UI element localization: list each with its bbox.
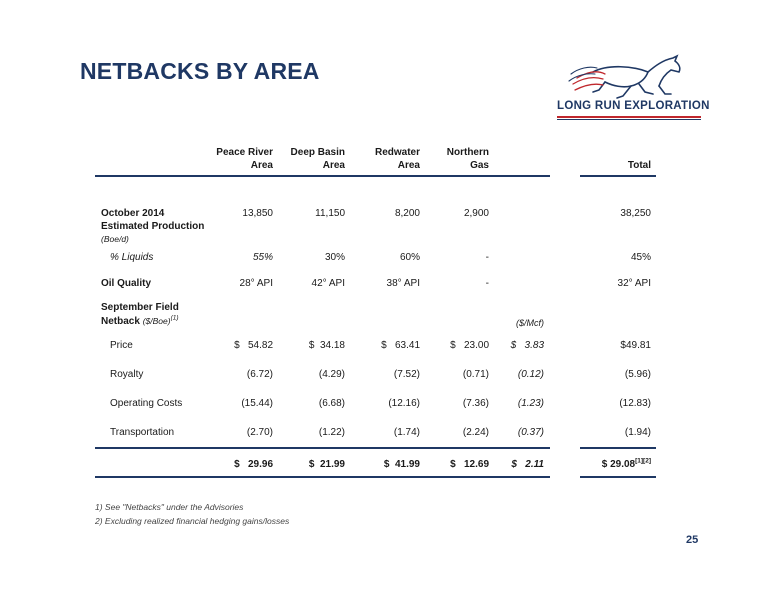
cell-liquids-northern: - (485, 252, 489, 263)
netback-footnote-ref: (1) (170, 314, 179, 322)
cell-netback-deep: $ 21.99 (308, 459, 345, 470)
cell-transport-mcf: (0.37) (517, 427, 544, 438)
header-total: Total (627, 160, 651, 171)
row-label-price: Price (110, 340, 133, 351)
logo-wordmark: LONG RUN EXPLORATION (557, 100, 710, 112)
horse-logo-icon (553, 52, 703, 124)
row-label-royalty: Royalty (110, 369, 144, 380)
cell-price-northern: $ 23.00 (450, 340, 489, 351)
header-rule-total (580, 175, 656, 177)
netback-unit: ($/Boe) (142, 316, 171, 326)
cell-price-mcf: $ 3.83 (510, 340, 544, 351)
cell-operating-mcf: (1.23) (517, 398, 544, 409)
cell-netback-mcf: $ 2.11 (511, 459, 544, 470)
cell-royalty-redwater: (7.52) (393, 369, 420, 380)
cell-liquids-total: 45% (630, 252, 651, 263)
netback-top-rule-total (580, 447, 656, 449)
cell-price-redwater: $ 63.41 (381, 340, 420, 351)
cell-transport-deep: (1.22) (318, 427, 345, 438)
cell-price-total: $49.81 (620, 340, 651, 351)
cell-transport-peace: (2.70) (246, 427, 273, 438)
cell-netback-redwater: $ 41.99 (383, 459, 420, 470)
netback-top-rule (95, 447, 550, 449)
netback-bottom-rule (95, 476, 550, 478)
cell-oil-northern: - (485, 278, 489, 289)
cell-operating-redwater: (12.16) (388, 398, 420, 409)
row-label-netback-2: Netback ($/Boe)$^{(1)}$ (101, 314, 179, 327)
cell-netback-peace: $ 29.96 (234, 459, 273, 470)
cell-operating-peace: (15.44) (241, 398, 273, 409)
page-title: NETBACKS BY AREA (80, 58, 320, 84)
row-label-operating: Operating Costs (110, 398, 183, 409)
cell-production-total: 38,250 (620, 208, 651, 219)
cell-liquids-redwater: 60% (399, 252, 420, 263)
netback-bottom-rule-total (580, 476, 656, 478)
cell-price-peace: $ 54.82 (234, 340, 273, 351)
row-label-oil-quality: Oil Quality (101, 278, 152, 289)
row-label-production-1: October 2014 (101, 208, 165, 219)
cell-production-peace: 13,850 (242, 208, 273, 219)
header-rule (95, 175, 550, 177)
footnote-1: 1) See "Netbacks" under the Advisories (95, 502, 244, 512)
cell-production-northern: 2,900 (463, 208, 489, 219)
cell-royalty-mcf: (0.12) (517, 369, 544, 380)
mcf-unit-label: ($/Mcf) (516, 318, 544, 328)
cell-liquids-peace: 55% (252, 252, 273, 263)
cell-operating-northern: (7.36) (462, 398, 489, 409)
cell-operating-total: (12.83) (619, 398, 651, 409)
cell-oil-total: 32° API (617, 278, 651, 289)
row-label-netback-1: September Field (101, 302, 179, 313)
cell-operating-deep: (6.68) (318, 398, 345, 409)
cell-netback-total: $ 29.08[1][2] (601, 457, 651, 470)
row-label-transportation: Transportation (110, 427, 175, 438)
cell-transport-northern: (2.24) (462, 427, 489, 438)
cell-transport-total: (1.94) (624, 427, 651, 438)
cell-transport-redwater: (1.74) (393, 427, 420, 438)
cell-royalty-northern: (0.71) (462, 369, 489, 380)
cell-oil-peace: 28° API (239, 278, 273, 289)
logo-blue-bar (557, 119, 701, 120)
footnote-2: 2) Excluding realized financial hedging gains/losses (95, 516, 290, 526)
cell-production-redwater: 8,200 (394, 208, 420, 219)
cell-price-deep: $ 34.18 (308, 340, 345, 351)
cell-royalty-total: (5.96) (624, 369, 651, 380)
cell-production-deep: 11,150 (315, 208, 345, 219)
netback-total-footnote-ref: [1][2] (635, 457, 651, 465)
cell-netback-northern: $ 12.69 (450, 459, 489, 470)
cell-liquids-deep: 30% (324, 252, 345, 263)
cell-oil-redwater: 38° API (386, 278, 420, 289)
row-label-production-unit: (Boe/d) (101, 234, 129, 244)
row-label-production-2: Estimated Production (101, 221, 205, 232)
logo-red-bar (557, 116, 701, 118)
cell-royalty-deep: (4.29) (318, 369, 345, 380)
cell-oil-deep: 42° API (311, 278, 345, 289)
page-number: 25 (686, 534, 699, 546)
cell-royalty-peace: (6.72) (246, 369, 273, 380)
row-label-liquids: % Liquids (110, 252, 154, 263)
